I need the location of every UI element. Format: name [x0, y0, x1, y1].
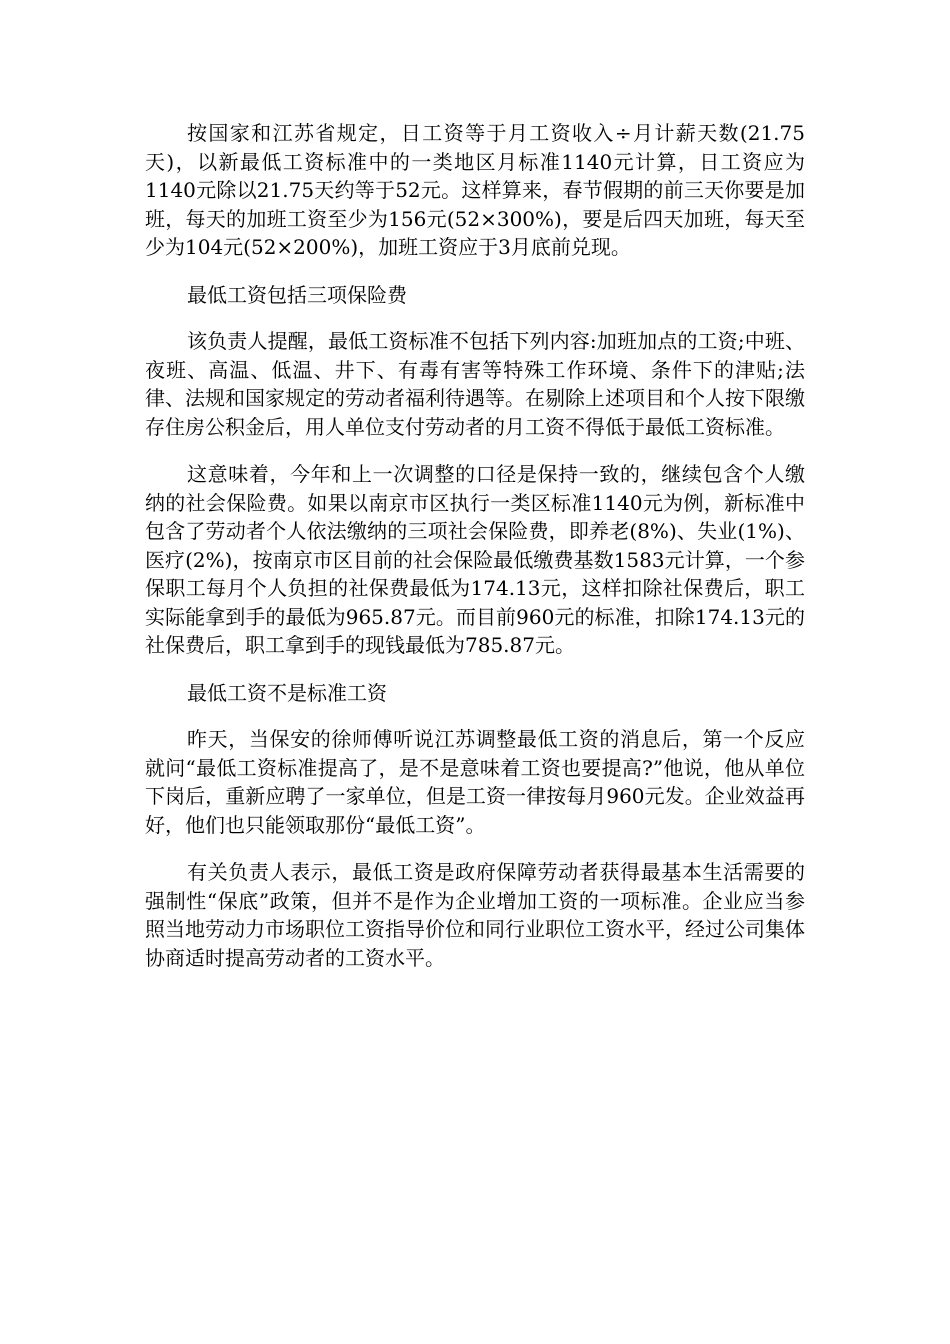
paragraph-official-statement: 有关负责人表示，最低工资是政府保障劳动者获得最基本生活需要的强制性“保底”政策，但并不是作为企业增加工资的一项标准。企业应当参照当地劳动力市场职位工资指导价位和同行业职位工资水平，经过公司集体协商适时提高劳动者的工资水平。 — [145, 860, 805, 970]
paragraph-master-xu: 昨天，当保安的徐师傅听说江苏调整最低工资的消息后，第一个反应就问“最低工资标准提高了，是不是意味着工资也要提高?”他说，他从单位下岗后，重新应聘了一家单位，但是工资一律按每月960元发。企业效益再好，他们也只能领取那份“最低工资”。 — [145, 727, 805, 837]
paragraph-social-insurance: 这意味着，今年和上一次调整的口径是保持一致的，继续包含个人缴纳的社会保险费。如果以南京市区执行一类区标准1140元为例，新标准中包含了劳动者个人依法缴纳的三项社会保险费，即养老(8%)、失业(1%)、医疗(2%)，按南京市区目前的社会保险最低缴费基数1583元计算，一个参保职工每月个人负担的社保费最低为174.13元，这样扣除社保费后，职工实际能拿到手的最低为965.87元。而目前960元的标准，扣除174.13元的社保费后，职工拿到手的现钱最低为785.87元。 — [145, 462, 805, 657]
section-heading-standard-wage: 最低工资不是标准工资 — [187, 680, 387, 705]
paragraph-daily-wage: 按国家和江苏省规定，日工资等于月工资收入÷月计薪天数(21.75天)，以新最低工资标准中的一类地区月标准1140元计算，日工资应为1140元除以21.75天约等于52元。这样算来，春节假期的前三天你要是加班，每天的加班工资至少为156元(52×300%)，要是后四天加班，每天至少为104元(52×200%)，加班工资应于3月底前兑现。 — [145, 121, 805, 259]
document-body — [145, 119, 805, 991]
section-heading-insurance: 最低工资包括三项保险费 — [187, 282, 407, 307]
paragraph-exclusions: 该负责人提醒，最低工资标准不包括下列内容:加班加点的工资;中班、夜班、高温、低温、井下、有毒有害等特殊工作环境、条件下的津贴;法律、法规和国家规定的劳动者福利待遇等。在剔除上述项目和个人按下限缴存住房公积金后，用人单位支付劳动者的月工资不得低于最低工资标准。 — [145, 329, 805, 439]
